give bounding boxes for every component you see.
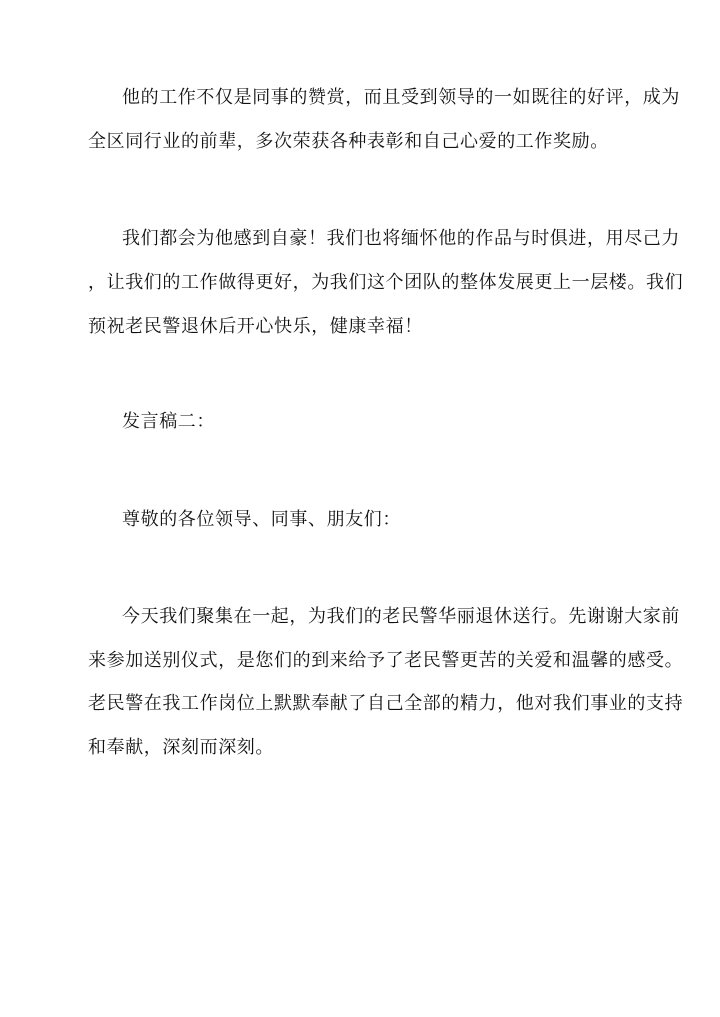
salutation: 尊敬的各位领导、同事、朋友们：: [122, 509, 401, 530]
paragraph-5-line-2: 来参加送别仪式，是您们的到来给予了老民警更苦的关爱和温馨的感受。: [88, 650, 684, 671]
paragraph-1-line-1: 他的工作不仅是同事的赞赏，而且受到领导的一如既往的好评，成为: [122, 87, 680, 108]
paragraph-2-line-2: ，让我们的工作做得更好，为我们这个团队的整体发展更上一层楼。我们: [88, 272, 684, 293]
paragraph-2-line-1: 我们都会为他感到自豪！我们也将缅怀他的作品与时俱进，用尽己力: [122, 228, 680, 249]
paragraph-5-line-3: 老民警在我工作岗位上默默奉献了自己全部的精力，他对我们事业的支持: [88, 693, 684, 714]
section-heading: 发言稿二：: [122, 411, 215, 432]
paragraph-2-line-3: 预祝老民警退休后开心快乐，健康幸福！: [88, 316, 423, 337]
paragraph-5-line-4: 和奉献，深刻而深刻。: [88, 737, 274, 758]
paragraph-1-line-2: 全区同行业的前辈，多次荣获各种表彰和自己心爱的工作奖励。: [88, 131, 609, 152]
paragraph-5-line-1: 今天我们聚集在一起，为我们的老民警华丽退休送行。先谢谢大家前: [122, 606, 680, 627]
